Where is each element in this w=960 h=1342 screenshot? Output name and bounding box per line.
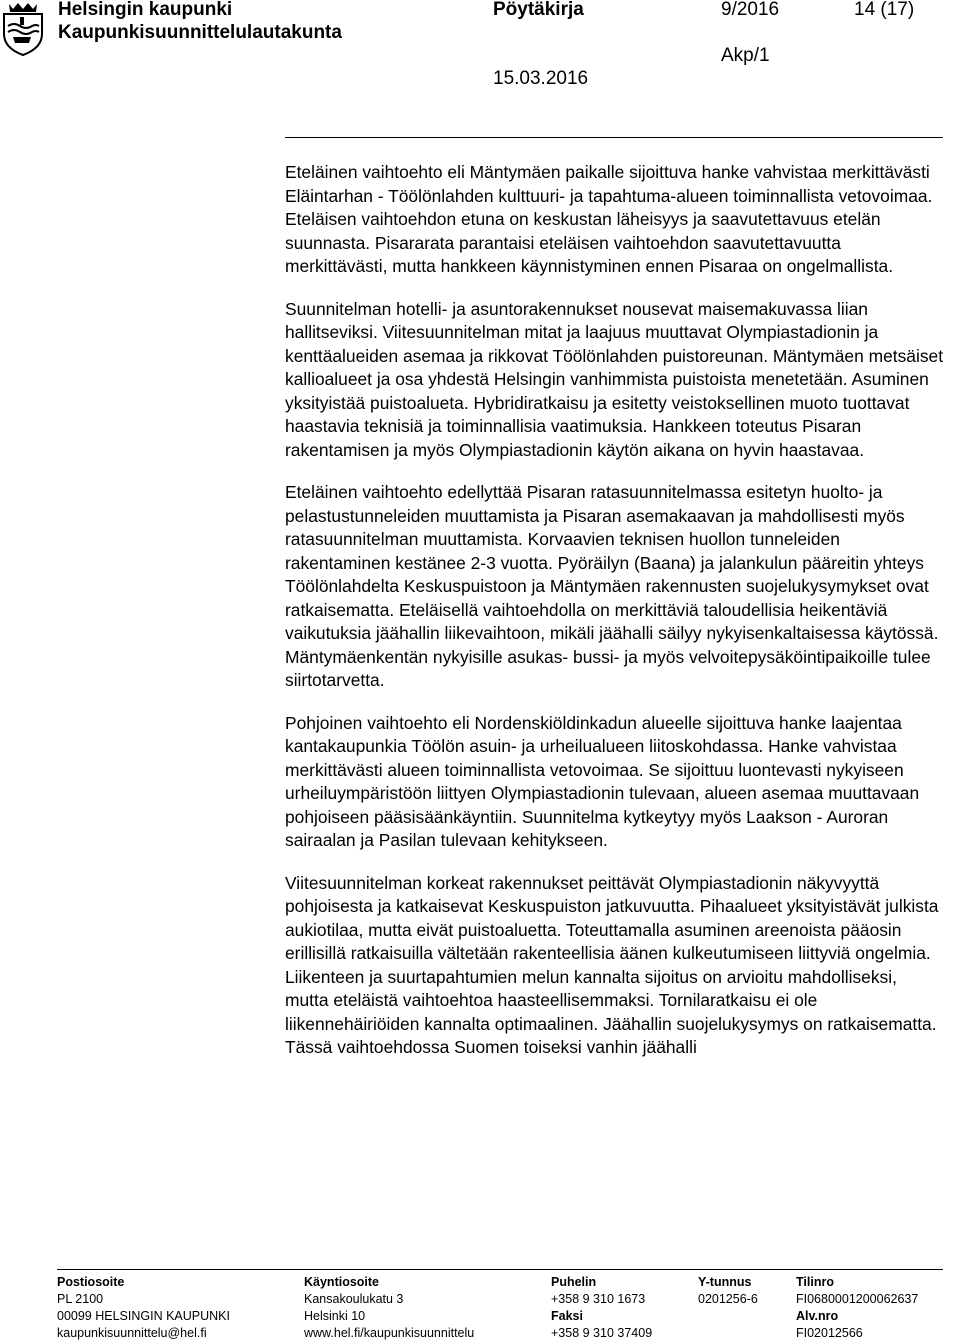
footer-line: 0201256-6 [698,1292,758,1306]
footer-email: kaupunkisuunnittelu@hel.fi [57,1326,207,1340]
footer-line: FI02012566 [796,1326,863,1340]
footer-heading: Y-tunnus [698,1275,752,1289]
document-body [285,161,945,1079]
document-number: 9/2016 [721,0,780,20]
footer-line: FI0680001200062637 [796,1292,919,1306]
paragraph: Eteläinen vaihtoehto eli Mäntymäen paikalle sijoittuva hanke vahvistaa merkittävästi Eläintarhan - Töölönlahden kulttuuri- ja tapahtuma-alueen toiminnallista vetovoimaa. Eteläisen vaihtoehdon etuna on keskustan läheisyys ja saavutettavuus etelän suunnasta. Pisararata parantaisi eteläisen vaihtoehdon saavutettavuutta merkittävästi, mutta hankkeen käynnistyminen ennen Pisaraa on ongelmallista. [285,162,933,276]
helsinki-crest-icon [1,0,45,56]
paragraph: Eteläinen vaihtoehto edellyttää Pisaran ratasuunnitelmassa esitetyn huolto- ja pelastustunneleiden muuttamista ja Pisaran asemakaavan ja mahdollisesti myös ratasuunnitelman muuttamista. Korvaavien teknisen huollon tunneleiden rakentaminen kestänee 2-3 vuotta. Pyöräilyn (Baana) ja jalankulun pääreitin yhteys Töölönlahdelta Keskuspuistoon ja Mäntymäen rakennusten suojelukysymykset ovat ratkaisematta. Eteläisellä vaihtoehdolla on merkittäviä taloudellisia heikentäviä vaikutuksia jäähallin liikevaihtoon, mikäli jäähalli säilyy nykyisenkaltaisessa käytössä. Mäntymäenkentän nykyisille asukas- bussi- ja myös velvoitepysäköintipaikoille tulee siirtotarvetta. [285,482,939,690]
footer-account [796,1274,918,1342]
footer-heading: Postiosoite [57,1275,125,1289]
header-divider [285,137,943,138]
footer-heading: Puhelin [551,1275,597,1289]
meeting-date: 15.03.2016 [493,68,589,89]
footer-website: www.hel.fi/kaupunkisuunnittelu [304,1326,475,1340]
footer-heading: Faksi [551,1309,583,1323]
footer-visit [304,1274,474,1342]
footer-line: +358 9 310 37409 [551,1326,653,1340]
item-code: Akp/1 [721,45,770,66]
footer-heading: Tilinro [796,1275,834,1289]
footer-line: 00099 HELSINGIN KAUPUNKI [57,1309,230,1323]
paragraph: Pohjoinen vaihtoehto eli Nordenskiöldinkadun alueelle sijoittuva hanke laajentaa kantakaupunkia Töölön asuin- ja urheilualueen liitoskohdassa. Hanke vahvistaa merkittävästi alueen toiminnallista vetovoimaa. Se sijoittuu luontevasti nykyiseen urheiluympäristöön liittyen Olympiastadionin tulevaan, alueen asemaa muuttavaan pohjoiseen pääsisäänkäyntiin. Suunnitelma kytkeytyy myös Laakson - Auroran sairaalan ja Pasilan tulevaan kehitykseen. [285,712,920,850]
footer-line: Helsinki 10 [304,1309,366,1323]
footer-heading: Alv.nro [796,1309,839,1323]
footer-ytunnus [698,1274,758,1308]
page-number: 14 (17) [854,0,915,20]
document-type: Pöytäkirja [493,0,584,20]
city-name: Helsingin kaupunki [58,0,233,20]
footer-divider [57,1269,943,1270]
footer-line: Kansakoulukatu 3 [304,1292,404,1306]
board-name: Kaupunkisuunnittelulautakunta [58,22,342,43]
footer-heading: Käyntiosoite [304,1275,380,1289]
footer-line: PL 2100 [57,1292,104,1306]
paragraph: Suunnitelman hotelli- ja asuntorakennukset nousevat maisemakuvassa liian hallitseviksi. Viitesuunnitelman mitat ja laajuus muuttavat Olympiastadionin ja kenttäalueiden asemaa ja rikkovat Töölönlahden puistoreunan. Mäntymäen metsäiset kallioalueet ja osa yhdestä Helsingin vanhimmista puistoista menetetään. Asuminen yksityistää puistoalueta. Hybridiratkaisu ja esitetty veistoksellinen muoto tuottavat haastavia teknisiä ja toiminnallisia vaatimuksia. Hankkeen toteutus Pisaran rakentamisen ja myös Olympiastadionin käytön aikana on hyvin haastavaa. [285,298,944,460]
paragraph: Viitesuunnitelman korkeat rakennukset peittävät Olympiastadionin näkyvyyttä pohjoisesta ja katkaisevat Keskuspuiston jatkuvuutta. Pihaalueet yksityistävät julkista aukiotilaa, mutta eivät puistoaluetta. Toteuttamalla asuminen areenoista pääosin erillisillä ratkaisuilla vältetään rakenteellisia äänen kulkeutumiseen liittyviä ongelmia. Liikenteen ja suurtapahtumien melun kannalta sijoitus on arvioitu mahdolliseksi, mutta eteläistä vaihtoehtoa haasteellisemmaksi. Tornilaratkaisu ei ole liikennehäiriöiden kannalta optimaalinen. Jäähallin suojelukysymys on ratkaisematta. Tässä vaihtoehdossa Suomen toiseksi vanhin jäähalli [285,872,939,1057]
footer-phone [551,1274,652,1342]
footer-postal [57,1274,230,1342]
footer-line: +358 9 310 1673 [551,1292,646,1306]
